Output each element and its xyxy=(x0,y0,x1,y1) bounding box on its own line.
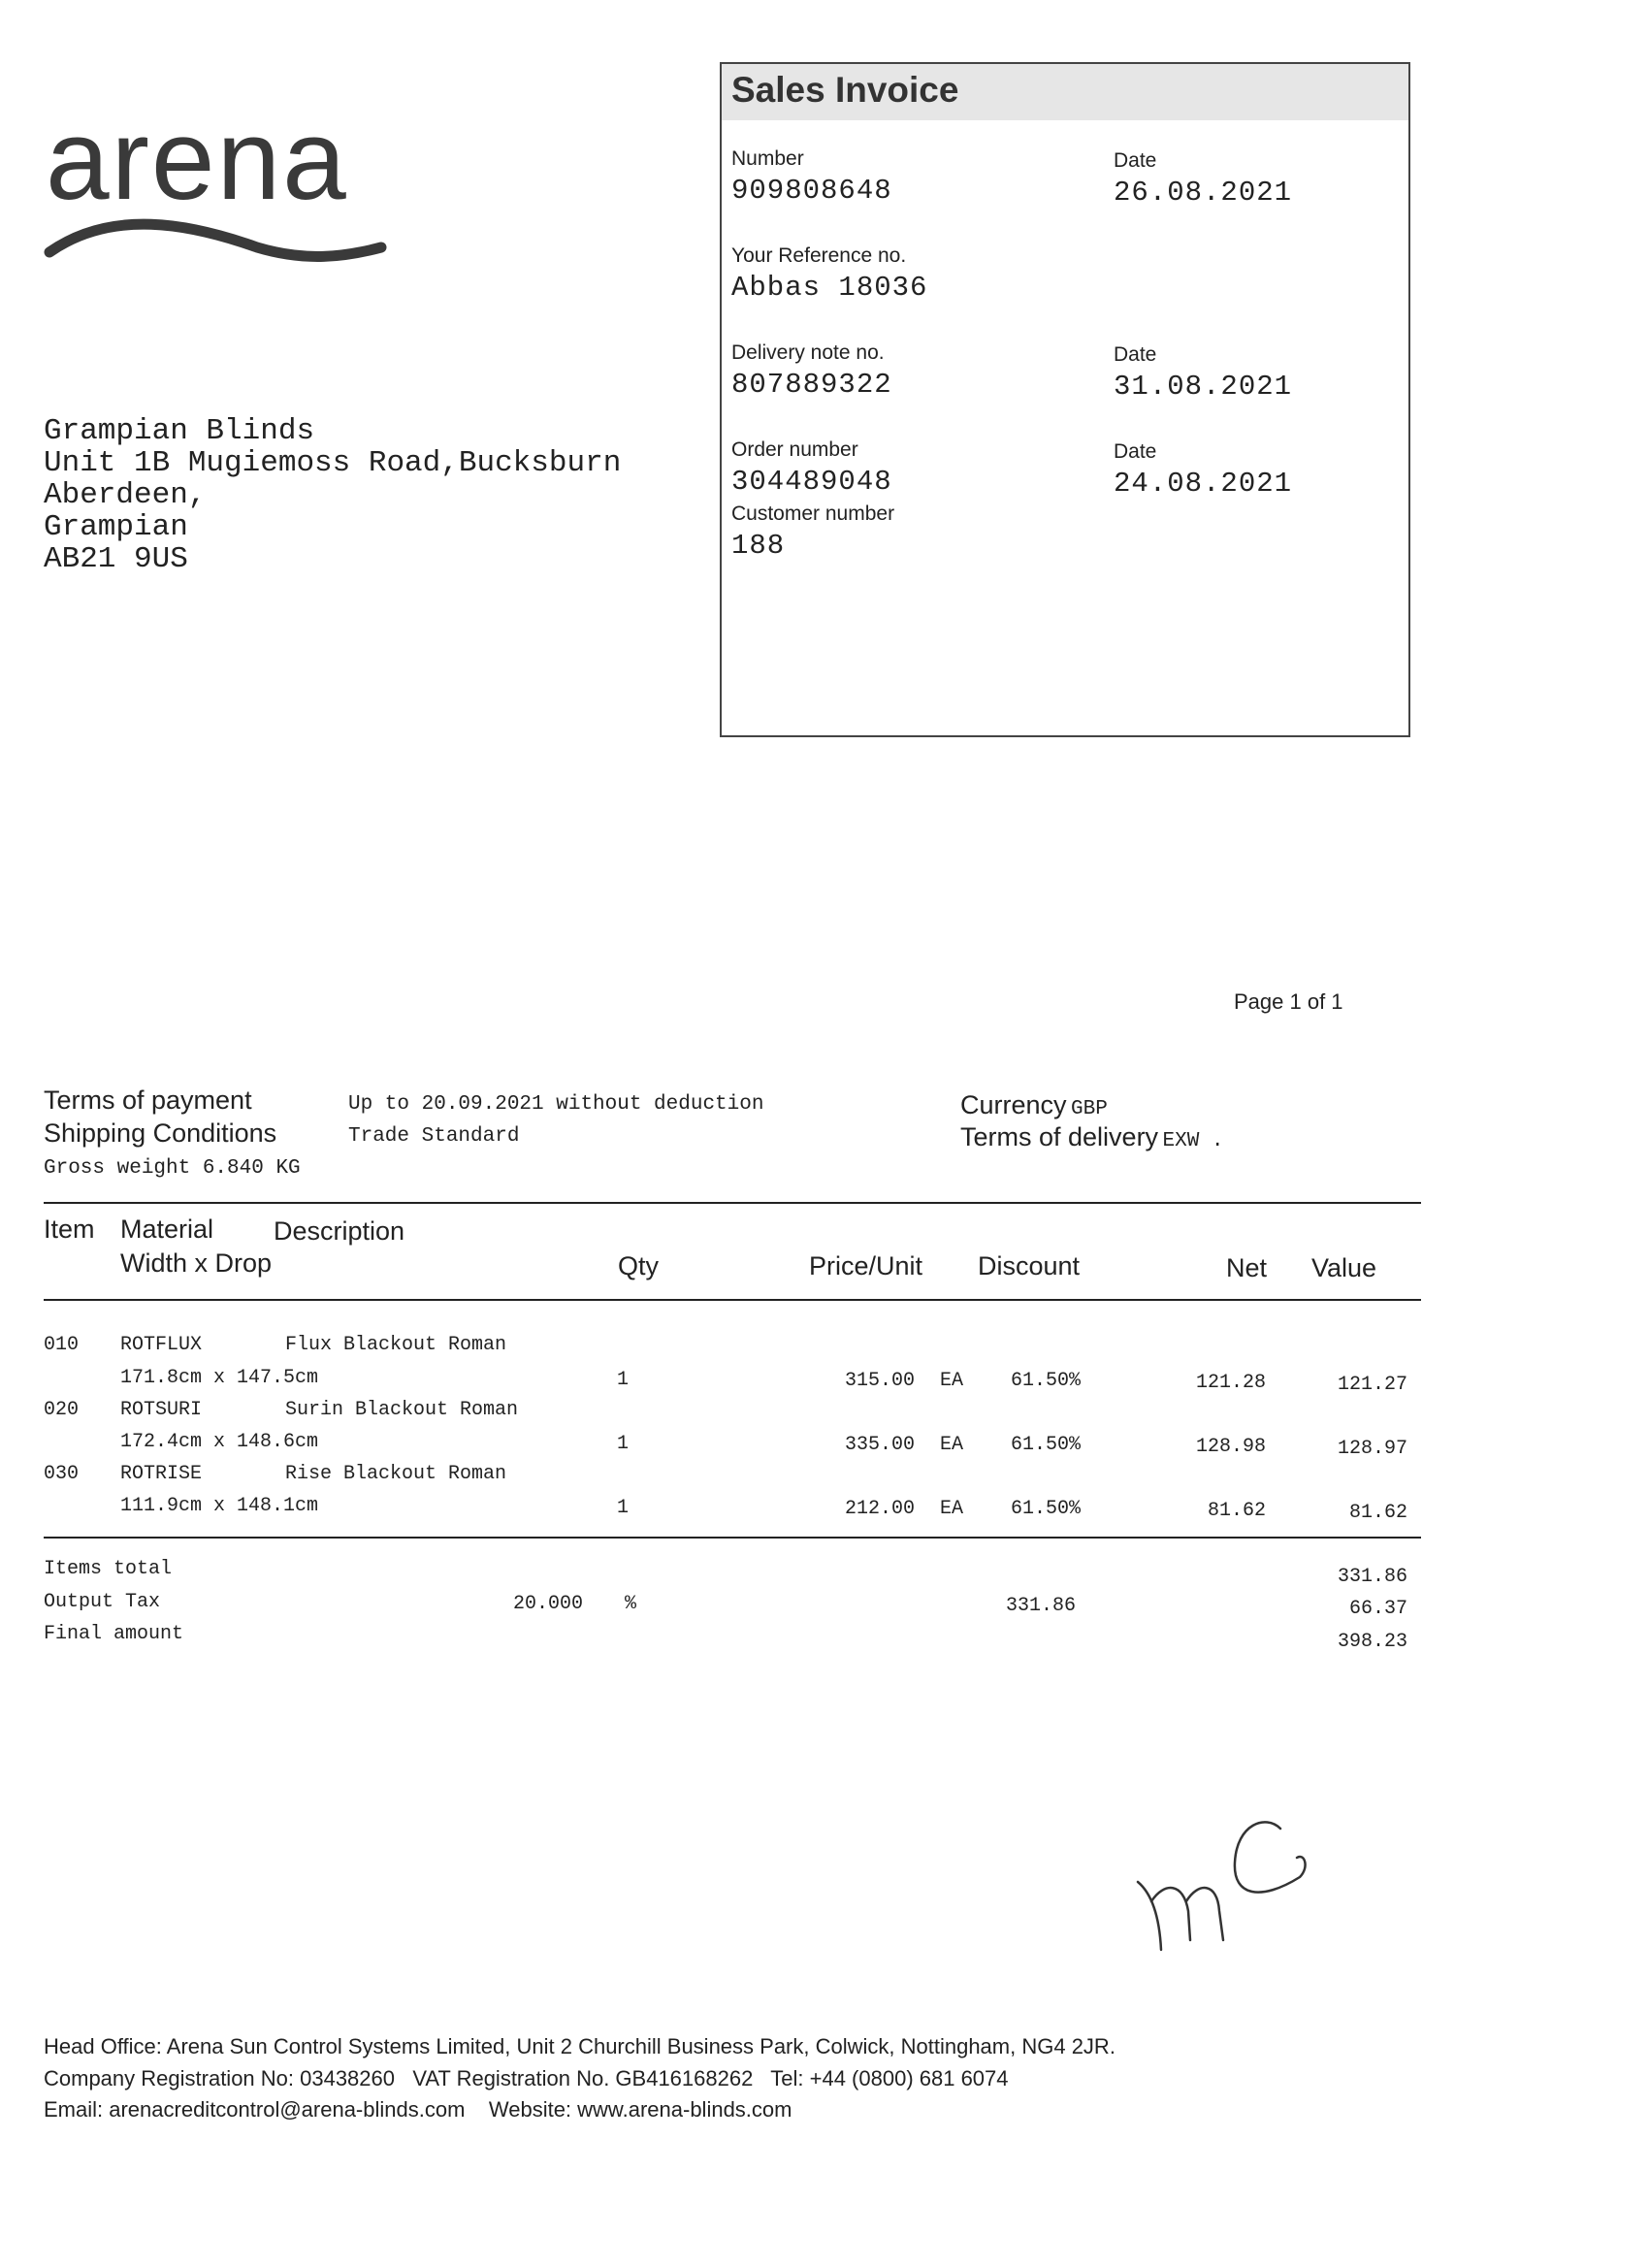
svg-text:arena: arena xyxy=(46,107,348,224)
header-net: Net xyxy=(1225,1253,1267,1282)
row-qty: 1 xyxy=(617,1433,630,1455)
row-price: 315.00 xyxy=(844,1370,915,1392)
header-description: Description xyxy=(274,1216,405,1246)
row-value: 121.27 xyxy=(1337,1374,1407,1396)
delivery-date-value: 31.08.2021 xyxy=(1114,371,1293,403)
terms-of-payment-value: Up to 20.09.2021 without deduction xyxy=(348,1093,764,1116)
row-qty: 1 xyxy=(617,1369,630,1391)
row-net: 81.62 xyxy=(1207,1500,1266,1522)
items-total-value: 331.86 xyxy=(1337,1566,1407,1588)
gross-weight: Gross weight 6.840 KG xyxy=(44,1157,301,1180)
invoice-date: 26.08.2021 xyxy=(1114,177,1293,209)
order-number-value: 304489048 xyxy=(731,466,892,498)
footer-contact: Email: arenacreditcontrol@arena-blinds.com Website: www.arena-blinds.com xyxy=(44,2097,792,2122)
header-material: Material xyxy=(120,1215,214,1244)
invoice-box-header xyxy=(722,64,1408,120)
row-size: 111.9cm x 148.1cm xyxy=(120,1495,319,1517)
terms-of-delivery xyxy=(960,1122,1224,1152)
row-item: 010 xyxy=(44,1334,80,1356)
header-item: Item xyxy=(44,1215,95,1244)
handwritten-signature xyxy=(1130,1804,1324,1960)
reference-value: Abbas 18036 xyxy=(731,272,928,304)
currency-label: Currency xyxy=(960,1090,1067,1119)
delivery-note-label: Delivery note no. xyxy=(731,341,885,364)
arena-logo xyxy=(44,107,393,267)
order-number-label: Order number xyxy=(731,438,858,461)
date-label: Date xyxy=(1114,149,1157,172)
final-amount-value: 398.23 xyxy=(1337,1631,1407,1653)
row-description: Flux Blackout Roman xyxy=(285,1334,507,1356)
reference-label: Your Reference no. xyxy=(731,244,907,267)
tax-rate: 20.000 xyxy=(512,1593,583,1615)
customer-number-label: Customer number xyxy=(731,502,895,525)
row-value: 128.97 xyxy=(1337,1438,1407,1460)
customer-number-value: 188 xyxy=(731,530,786,562)
row-discount: 61.50% xyxy=(1011,1434,1082,1456)
output-tax-label: Output Tax xyxy=(44,1591,161,1613)
invoice-details-box xyxy=(720,62,1410,737)
row-price: 212.00 xyxy=(844,1498,915,1520)
page-indicator: Page 1 of 1 xyxy=(1234,989,1343,1014)
row-unit: EA xyxy=(940,1370,964,1392)
footer-registration: Company Registration No: 03438260 VAT Registration No. GB416168262 Tel: +44 (0800) 681 6074 xyxy=(44,2066,1009,2090)
order-date-label: Date xyxy=(1114,440,1157,463)
address-line: Unit 1B Mugiemoss Road,Bucksburn xyxy=(44,446,622,480)
row-net: 128.98 xyxy=(1195,1436,1266,1458)
currency-value: GBP xyxy=(1070,1098,1108,1120)
shipping-conditions-label: Shipping Conditions xyxy=(44,1118,277,1148)
delivery-note-value: 807889322 xyxy=(731,369,892,401)
currency xyxy=(960,1090,1108,1120)
address-line: Grampian Blinds xyxy=(44,414,315,448)
footer-head-office: Head Office: Arena Sun Control Systems Limited, Unit 2 Churchill Business Park, Colwick, Nottingham, NG4 2JR. xyxy=(44,2034,1116,2058)
row-net: 121.28 xyxy=(1195,1372,1266,1394)
invoice-number: 909808648 xyxy=(731,175,892,207)
row-material: ROTSURI xyxy=(120,1399,203,1421)
invoice-title: Sales Invoice xyxy=(731,70,959,110)
row-qty: 1 xyxy=(617,1497,630,1519)
row-description: Rise Blackout Roman xyxy=(285,1463,507,1485)
row-material: ROTFLUX xyxy=(120,1334,203,1356)
recipient-address xyxy=(44,415,621,575)
divider xyxy=(44,1299,1421,1301)
items-total-label: Items total xyxy=(44,1558,173,1580)
final-amount-label: Final amount xyxy=(44,1623,184,1645)
row-size: 171.8cm x 147.5cm xyxy=(120,1367,319,1389)
row-description: Surin Blackout Roman xyxy=(285,1399,519,1421)
tax-percent-sign: % xyxy=(625,1593,637,1615)
row-item: 020 xyxy=(44,1399,80,1421)
row-unit: EA xyxy=(940,1498,964,1520)
row-size: 172.4cm x 148.6cm xyxy=(120,1431,319,1453)
terms-of-delivery-label: Terms of delivery xyxy=(960,1122,1159,1151)
address-line: Aberdeen, xyxy=(44,478,207,512)
header-price-unit: Price/Unit xyxy=(808,1251,922,1280)
row-item: 030 xyxy=(44,1463,80,1485)
row-material: ROTRISE xyxy=(120,1463,203,1485)
row-price: 335.00 xyxy=(844,1434,915,1456)
shipping-conditions-value: Trade Standard xyxy=(348,1125,520,1148)
row-discount: 61.50% xyxy=(1011,1370,1082,1392)
tax-amount: 66.37 xyxy=(1348,1598,1407,1620)
order-date-value: 24.08.2021 xyxy=(1114,468,1293,500)
terms-of-delivery-value: EXW . xyxy=(1162,1130,1224,1152)
header-value: Value xyxy=(1311,1253,1377,1282)
header-discount: Discount xyxy=(978,1251,1081,1280)
row-discount: 61.50% xyxy=(1011,1498,1082,1520)
delivery-date-label: Date xyxy=(1114,343,1157,366)
divider xyxy=(44,1202,1421,1204)
row-value: 81.62 xyxy=(1348,1502,1407,1524)
header-width-drop: Width x Drop xyxy=(120,1248,273,1278)
tax-base: 331.86 xyxy=(1005,1595,1076,1617)
terms-of-payment-label: Terms of payment xyxy=(44,1085,252,1115)
address-line: AB21 9US xyxy=(44,542,188,576)
header-qty: Qty xyxy=(618,1251,660,1280)
address-line: Grampian xyxy=(44,510,188,544)
number-label: Number xyxy=(731,147,804,170)
divider xyxy=(44,1537,1421,1539)
row-unit: EA xyxy=(940,1434,964,1456)
